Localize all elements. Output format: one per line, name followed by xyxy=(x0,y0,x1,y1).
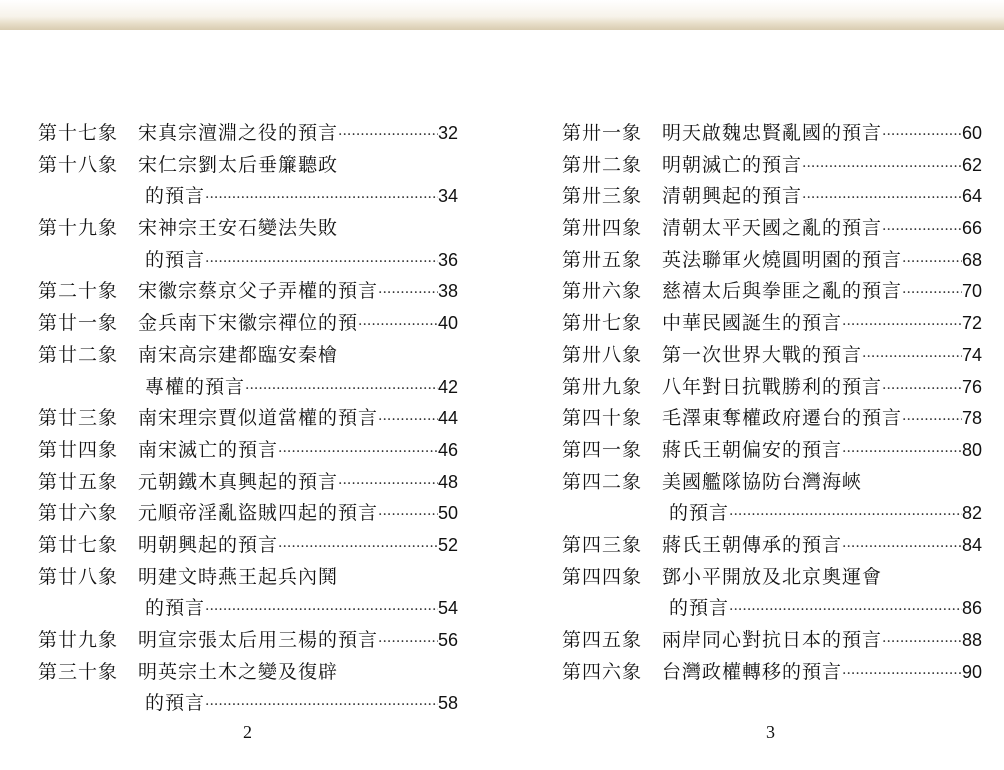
toc-line xyxy=(562,625,982,657)
toc-page-number: 78 xyxy=(961,408,982,429)
toc-entry xyxy=(38,435,458,467)
toc-title: 南宋滅亡的預言 xyxy=(138,438,279,461)
toc-entry xyxy=(562,308,982,340)
dot-leader xyxy=(338,469,438,501)
toc-entry xyxy=(562,403,982,435)
toc-title: 元朝鐵木真興起的預言 xyxy=(138,470,339,493)
toc-title: 專權的預言 xyxy=(145,375,246,398)
toc-entry xyxy=(562,340,982,372)
toc-label: 第廿四象 xyxy=(38,438,119,461)
dot-leader xyxy=(729,595,962,627)
toc-line xyxy=(38,688,458,720)
toc-label: 第卅九象 xyxy=(562,375,643,398)
toc-line xyxy=(562,308,982,340)
toc-entry xyxy=(38,657,458,720)
dot-leader xyxy=(902,278,962,310)
toc-label: 第卅八象 xyxy=(562,343,643,366)
toc-title: 元順帝淫亂盜賊四起的預言 xyxy=(138,502,379,525)
toc-label: 第三十象 xyxy=(38,660,119,683)
toc-title: 明建文時燕王起兵內鬨 xyxy=(138,565,339,588)
toc-label: 第廿一象 xyxy=(38,312,119,335)
toc-title: 清朝太平天國之亂的預言 xyxy=(662,217,883,240)
toc-line xyxy=(38,530,458,562)
left-page-toc xyxy=(38,118,458,720)
right-page-toc xyxy=(562,118,982,688)
toc-page-number: 34 xyxy=(437,186,458,207)
toc-label: 第卅三象 xyxy=(562,185,643,208)
toc-line xyxy=(562,562,982,594)
toc-title: 的預言 xyxy=(145,248,206,271)
toc-entry xyxy=(562,372,982,404)
toc-entry xyxy=(562,657,982,689)
toc-label: 第十九象 xyxy=(38,217,119,240)
toc-line xyxy=(38,308,458,340)
toc-label: 第四五象 xyxy=(562,629,643,651)
toc-title: 美國艦隊協防台灣海峽 xyxy=(662,470,863,493)
toc-page-number: 54 xyxy=(437,598,458,619)
toc-page-number: 70 xyxy=(961,281,982,302)
toc-label: 第廿九象 xyxy=(38,629,119,651)
dot-leader xyxy=(842,310,962,342)
toc-page-number: 60 xyxy=(961,123,982,143)
dot-leader xyxy=(378,627,438,659)
toc-title: 的預言 xyxy=(669,502,730,525)
dot-leader xyxy=(902,405,962,437)
dot-leader xyxy=(729,500,962,532)
toc-page-number: 58 xyxy=(437,693,458,714)
toc-line xyxy=(38,562,458,594)
toc-title: 明英宗土木之變及復辟 xyxy=(138,660,339,683)
toc-label: 第卅七象 xyxy=(562,312,643,335)
toc-page-number: 62 xyxy=(961,154,982,175)
toc-line xyxy=(38,593,458,625)
toc-page-number: 48 xyxy=(437,471,458,492)
toc-line xyxy=(38,340,458,372)
toc-page-number: 50 xyxy=(437,503,458,524)
toc-line xyxy=(562,593,982,625)
toc-page-number: 40 xyxy=(437,313,458,334)
toc-title: 清朝興起的預言 xyxy=(662,185,803,208)
dot-leader xyxy=(358,310,438,342)
toc-title: 宋徽宗蔡京父子弄權的預言 xyxy=(138,280,379,303)
toc-title: 的預言 xyxy=(669,597,730,620)
toc-label: 第十七象 xyxy=(38,122,119,144)
toc-line xyxy=(562,498,982,530)
toc-label: 第卅四象 xyxy=(562,217,643,240)
toc-title: 明朝興起的預言 xyxy=(138,533,279,556)
toc-page-number: 72 xyxy=(961,313,982,334)
dot-leader xyxy=(205,595,438,627)
toc-title: 的預言 xyxy=(145,185,206,208)
toc-label: 第廿八象 xyxy=(38,565,119,588)
toc-entry xyxy=(562,530,982,562)
dot-leader xyxy=(862,342,962,374)
dot-leader xyxy=(882,120,962,152)
toc-title: 明朝滅亡的預言 xyxy=(662,153,803,176)
toc-page-number: 90 xyxy=(961,661,982,682)
toc-line xyxy=(38,498,458,530)
toc-label: 第二十象 xyxy=(38,280,119,303)
toc-line xyxy=(38,657,458,689)
dot-leader xyxy=(842,532,962,564)
dot-leader xyxy=(338,120,438,152)
toc-page-number: 84 xyxy=(961,534,982,555)
toc-title: 蔣氏王朝偏安的預言 xyxy=(662,438,843,461)
toc-page-number: 52 xyxy=(437,534,458,555)
toc-label: 第四十象 xyxy=(562,407,643,430)
toc-line xyxy=(38,467,458,499)
dot-leader xyxy=(205,183,438,215)
toc-line xyxy=(562,276,982,308)
toc-entry xyxy=(38,276,458,308)
toc-entry xyxy=(562,467,982,530)
dot-leader xyxy=(245,374,438,406)
toc-page-number: 66 xyxy=(961,218,982,239)
toc-label: 第四三象 xyxy=(562,533,643,556)
toc-line xyxy=(562,435,982,467)
toc-entry xyxy=(562,150,982,182)
toc-line xyxy=(562,467,982,499)
toc-entry xyxy=(562,562,982,625)
toc-title: 明宣宗張太后用三楊的預言 xyxy=(138,629,379,651)
toc-entry xyxy=(38,625,458,657)
toc-label: 第廿三象 xyxy=(38,407,119,430)
toc-page-number: 42 xyxy=(437,376,458,397)
toc-label: 第廿五象 xyxy=(38,470,119,493)
toc-label: 第卅五象 xyxy=(562,248,643,271)
toc-title: 宋仁宗劉太后垂簾聽政 xyxy=(138,153,339,176)
toc-label: 第十八象 xyxy=(38,153,119,176)
toc-title: 鄧小平開放及北京奧運會 xyxy=(662,565,883,588)
toc-title: 的預言 xyxy=(145,692,206,715)
dot-leader xyxy=(378,278,438,310)
dot-leader xyxy=(378,500,438,532)
toc-title: 八年對日抗戰勝利的預言 xyxy=(662,375,883,398)
toc-entry xyxy=(562,245,982,277)
dot-leader xyxy=(882,374,962,406)
toc-entry xyxy=(38,150,458,213)
toc-page-number: 56 xyxy=(437,630,458,650)
toc-page-number: 76 xyxy=(961,376,982,397)
toc-title: 蔣氏王朝傳承的預言 xyxy=(662,533,843,556)
toc-line xyxy=(38,276,458,308)
toc-title: 宋神宗王安石變法失敗 xyxy=(138,217,339,240)
toc-label: 第卅六象 xyxy=(562,280,643,303)
toc-line xyxy=(38,372,458,404)
dot-leader xyxy=(842,437,962,469)
toc-line xyxy=(38,181,458,213)
toc-label: 第四四象 xyxy=(562,565,643,588)
toc-line xyxy=(38,403,458,435)
toc-line xyxy=(38,118,458,150)
toc-page-number: 82 xyxy=(961,503,982,524)
dot-leader xyxy=(378,405,438,437)
dot-leader xyxy=(882,627,962,659)
toc-line xyxy=(38,435,458,467)
toc-entry xyxy=(38,498,458,530)
toc-entry xyxy=(38,308,458,340)
left-page-number: 2 xyxy=(243,722,252,742)
toc-page-number: 80 xyxy=(961,439,982,460)
toc-title: 南宋高宗建都臨安秦檜 xyxy=(138,343,339,366)
toc-entry xyxy=(562,181,982,213)
toc-title: 英法聯軍火燒圓明園的預言 xyxy=(662,248,903,271)
toc-line xyxy=(562,657,982,689)
toc-page-number: 44 xyxy=(437,408,458,429)
toc-line xyxy=(562,118,982,150)
top-edge-band xyxy=(0,0,1004,30)
toc-title: 明天啟魏忠賢亂國的預言 xyxy=(662,122,883,144)
dot-leader xyxy=(802,152,962,184)
toc-page-number: 68 xyxy=(961,249,982,270)
toc-line xyxy=(562,245,982,277)
toc-entry xyxy=(38,213,458,276)
toc-title: 的預言 xyxy=(145,597,206,620)
toc-entry xyxy=(38,403,458,435)
toc-label: 第廿二象 xyxy=(38,343,119,366)
toc-title: 宋真宗澶淵之役的預言 xyxy=(138,122,339,144)
toc-title: 金兵南下宋徽宗禪位的預 xyxy=(138,312,359,335)
toc-label: 第卅二象 xyxy=(562,153,643,176)
toc-line xyxy=(562,150,982,182)
toc-entry xyxy=(38,467,458,499)
toc-line xyxy=(562,530,982,562)
toc-entry xyxy=(562,276,982,308)
toc-title: 毛澤東奪權政府遷台的預言 xyxy=(662,407,903,430)
toc-line xyxy=(562,403,982,435)
toc-page-number: 88 xyxy=(961,630,982,650)
dot-leader xyxy=(842,659,962,691)
dot-leader xyxy=(205,690,438,722)
dot-leader xyxy=(882,215,962,247)
toc-entry xyxy=(38,118,458,150)
right-page-number: 3 xyxy=(766,722,775,742)
toc-page-number: 64 xyxy=(961,186,982,207)
toc-title: 慈禧太后與拳匪之亂的預言 xyxy=(662,280,903,303)
toc-entry xyxy=(562,118,982,150)
toc-line xyxy=(562,372,982,404)
toc-entry xyxy=(562,213,982,245)
toc-entry xyxy=(562,435,982,467)
dot-leader xyxy=(802,183,962,215)
toc-title: 第一次世界大戰的預言 xyxy=(662,343,863,366)
toc-title: 台灣政權轉移的預言 xyxy=(662,660,843,683)
toc-title: 南宋理宗賈似道當權的預言 xyxy=(138,407,379,430)
toc-page-number: 74 xyxy=(961,344,982,365)
dot-leader xyxy=(902,247,962,279)
toc-page-number: 32 xyxy=(437,123,458,143)
dot-leader xyxy=(205,247,438,279)
toc-page-number: 36 xyxy=(437,249,458,270)
toc-entry xyxy=(562,625,982,657)
dot-leader xyxy=(278,437,438,469)
toc-label: 第四一象 xyxy=(562,438,643,461)
toc-line xyxy=(38,625,458,657)
toc-page-number: 46 xyxy=(437,439,458,460)
toc-line xyxy=(38,150,458,182)
toc-entry xyxy=(38,530,458,562)
toc-title: 中華民國誕生的預言 xyxy=(662,312,843,335)
toc-line xyxy=(562,340,982,372)
dot-leader xyxy=(278,532,438,564)
toc-title: 兩岸同心對抗日本的預言 xyxy=(662,629,883,651)
toc-label: 第卅一象 xyxy=(562,122,643,144)
toc-line xyxy=(562,181,982,213)
toc-label: 第四二象 xyxy=(562,470,643,493)
toc-line xyxy=(38,245,458,277)
toc-line xyxy=(562,213,982,245)
toc-entry xyxy=(38,340,458,403)
toc-entry xyxy=(38,562,458,625)
toc-label: 第四六象 xyxy=(562,660,643,683)
toc-page-number: 38 xyxy=(437,281,458,302)
toc-line xyxy=(38,213,458,245)
toc-page-number: 86 xyxy=(961,598,982,619)
toc-label: 第廿六象 xyxy=(38,502,119,525)
toc-label: 第廿七象 xyxy=(38,533,119,556)
